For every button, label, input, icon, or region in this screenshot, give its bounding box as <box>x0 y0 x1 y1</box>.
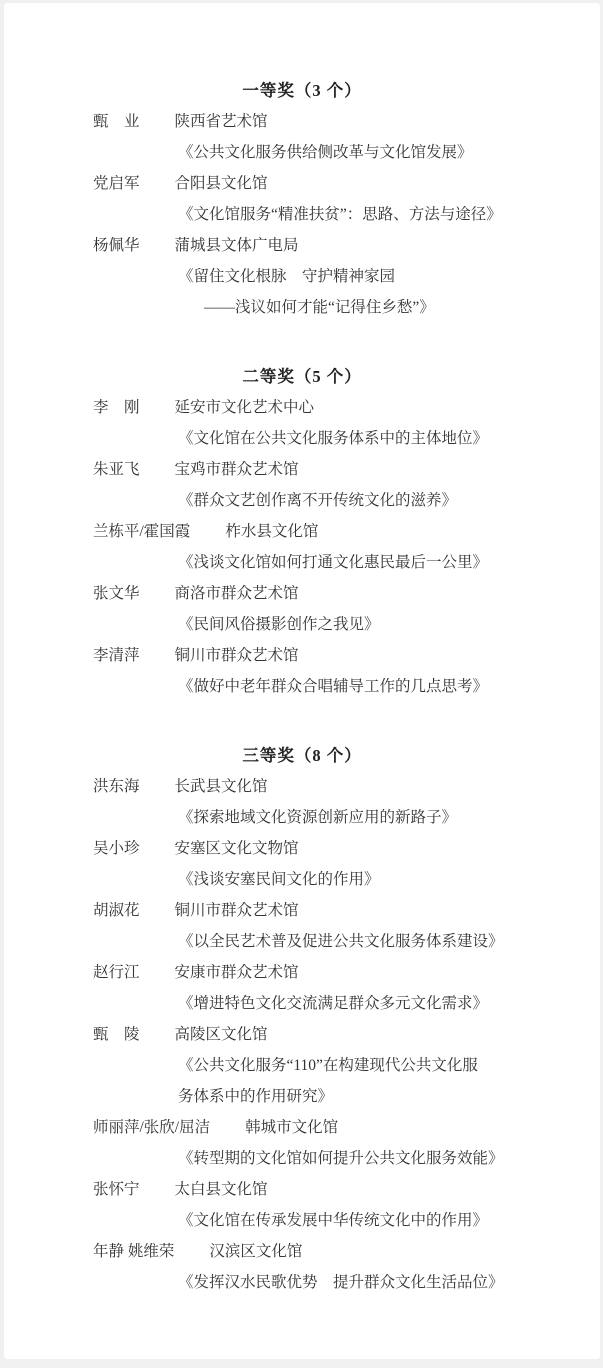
entry-head-line <box>4 833 600 864</box>
award-entry <box>4 771 600 833</box>
winner-name: 洪东海 <box>93 778 140 795</box>
winner-name: 张文华 <box>93 585 140 602</box>
winner-name: 张怀宁 <box>93 1181 140 1198</box>
award-entry <box>4 106 600 168</box>
paper-title-line: 《文化馆在公共文化服务体系中的主体地位》 <box>178 430 489 447</box>
award-document-card <box>4 3 600 1359</box>
winner-organization: 高陵区文化馆 <box>174 1026 268 1043</box>
award-entry <box>4 168 600 230</box>
paper-title <box>4 1050 600 1112</box>
paper-title <box>4 261 600 323</box>
paper-title <box>4 671 600 702</box>
document-body <box>4 3 600 1298</box>
winner-organization: 商洛市群众艺术馆 <box>174 585 299 602</box>
entry-head-line <box>4 392 600 423</box>
winner-name: 李清萍 <box>93 647 140 664</box>
award-entry <box>4 230 600 323</box>
entry-head-line <box>4 578 600 609</box>
entry-head-line <box>4 771 600 802</box>
paper-title-line: 《文化馆在传承发展中华传统文化中的作用》 <box>178 1212 489 1229</box>
award-entry <box>4 957 600 1019</box>
winner-organization: 铜川市群众艺术馆 <box>174 902 299 919</box>
entry-head-line <box>4 1236 600 1267</box>
paper-title-line: 务体系中的作用研究》 <box>178 1088 334 1105</box>
paper-title-line: 《群众文艺创作离不开传统文化的滋养》 <box>178 492 458 509</box>
paper-title-line: 《转型期的文化馆如何提升公共文化服务效能》 <box>178 1150 504 1167</box>
section-heading: 二等奖（5 个） <box>242 367 362 386</box>
winner-name: 兰栋平/霍国霞 <box>93 523 191 540</box>
winner-name: 杨佩华 <box>93 237 140 254</box>
winner-organization: 延安市文化艺术中心 <box>174 399 315 416</box>
entry-head-line <box>4 230 600 261</box>
paper-title <box>4 609 600 640</box>
award-entry <box>4 1112 600 1174</box>
paper-title-line: ——浅议如何才能“记得住乡愁”》 <box>204 299 435 316</box>
winner-name: 甄 陵 <box>93 1026 140 1043</box>
entry-head-line <box>4 454 600 485</box>
paper-title <box>4 1143 600 1174</box>
award-entry <box>4 1236 600 1298</box>
paper-title <box>4 926 600 957</box>
section-heading: 一等奖（3 个） <box>242 81 362 100</box>
entry-head-line <box>4 1019 600 1050</box>
winner-name: 胡淑花 <box>93 902 140 919</box>
winner-organization: 合阳县文化馆 <box>174 175 268 192</box>
winner-organization: 柞水县文化馆 <box>225 523 319 540</box>
paper-title-line: 《以全民艺术普及促进公共文化服务体系建设》 <box>178 933 504 950</box>
paper-title <box>4 1267 600 1298</box>
entry-head-line <box>4 1174 600 1205</box>
winner-organization: 蒲城县文体广电局 <box>174 237 299 254</box>
paper-title <box>4 802 600 833</box>
award-section <box>4 75 600 323</box>
section-entries <box>4 771 600 1298</box>
entry-head-line <box>4 106 600 137</box>
paper-title-line: 《增进特色文化交流满足群众多元文化需求》 <box>178 995 489 1012</box>
award-entry <box>4 833 600 895</box>
winner-organization: 安塞区文化文物馆 <box>174 840 299 857</box>
winner-organization: 韩城市文化馆 <box>245 1119 339 1136</box>
winner-organization: 安康市群众艺术馆 <box>174 964 299 981</box>
paper-title-line: 《公共文化服务供给侧改革与文化馆发展》 <box>178 144 473 161</box>
paper-title-line: 《发挥汉水民歌优势 提升群众文化生活品位》 <box>178 1274 504 1291</box>
entry-head-line <box>4 168 600 199</box>
winner-organization: 铜川市群众艺术馆 <box>174 647 299 664</box>
entry-head-line <box>4 957 600 988</box>
winner-name: 李 刚 <box>93 399 140 416</box>
award-entry <box>4 392 600 454</box>
winner-organization: 宝鸡市群众艺术馆 <box>174 461 299 478</box>
entry-head-line <box>4 895 600 926</box>
section-entries <box>4 392 600 702</box>
winner-name: 年静 姚维荣 <box>93 1243 175 1260</box>
section-entries <box>4 106 600 323</box>
entry-head-line <box>4 1112 600 1143</box>
award-entry <box>4 895 600 957</box>
paper-title <box>4 547 600 578</box>
paper-title <box>4 137 600 168</box>
entry-head-line <box>4 516 600 547</box>
award-entry <box>4 640 600 702</box>
award-entry <box>4 1174 600 1236</box>
winner-name: 赵行江 <box>93 964 140 981</box>
award-entry <box>4 516 600 578</box>
section-heading: 三等奖（8 个） <box>242 746 362 765</box>
paper-title-line: 《留住文化根脉 守护精神家园 <box>178 268 396 285</box>
winner-name: 甄 业 <box>93 113 140 130</box>
winner-name: 朱亚飞 <box>93 461 140 478</box>
award-section <box>4 361 600 702</box>
award-entry <box>4 1019 600 1112</box>
award-entry <box>4 454 600 516</box>
paper-title-line: 《探索地域文化资源创新应用的新路子》 <box>178 809 458 826</box>
paper-title <box>4 423 600 454</box>
paper-title-line: 《浅谈安塞民间文化的作用》 <box>178 871 380 888</box>
paper-title <box>4 988 600 1019</box>
paper-title-line: 《文化馆服务“精准扶贫”：思路、方法与途径》 <box>178 206 502 223</box>
winner-name: 党启军 <box>93 175 140 192</box>
winner-name: 师丽萍/张欣/屈洁 <box>93 1119 211 1136</box>
paper-title-line: 《民间风俗摄影创作之我见》 <box>178 616 380 633</box>
winner-organization: 汉滨区文化馆 <box>209 1243 303 1260</box>
winner-organization: 太白县文化馆 <box>174 1181 268 1198</box>
paper-title-line: 《做好中老年群众合唱辅导工作的几点思考》 <box>178 678 489 695</box>
winner-organization: 长武县文化馆 <box>174 778 268 795</box>
award-section <box>4 740 600 1298</box>
winner-organization: 陕西省艺术馆 <box>174 113 268 130</box>
paper-title <box>4 864 600 895</box>
entry-head-line <box>4 640 600 671</box>
paper-title-line: 《公共文化服务“110”在构建现代公共文化服 <box>178 1057 478 1074</box>
winner-name: 吴小珍 <box>93 840 140 857</box>
paper-title <box>4 485 600 516</box>
paper-title <box>4 1205 600 1236</box>
award-entry <box>4 578 600 640</box>
paper-title-line: 《浅谈文化馆如何打通文化惠民最后一公里》 <box>178 554 489 571</box>
paper-title <box>4 199 600 230</box>
